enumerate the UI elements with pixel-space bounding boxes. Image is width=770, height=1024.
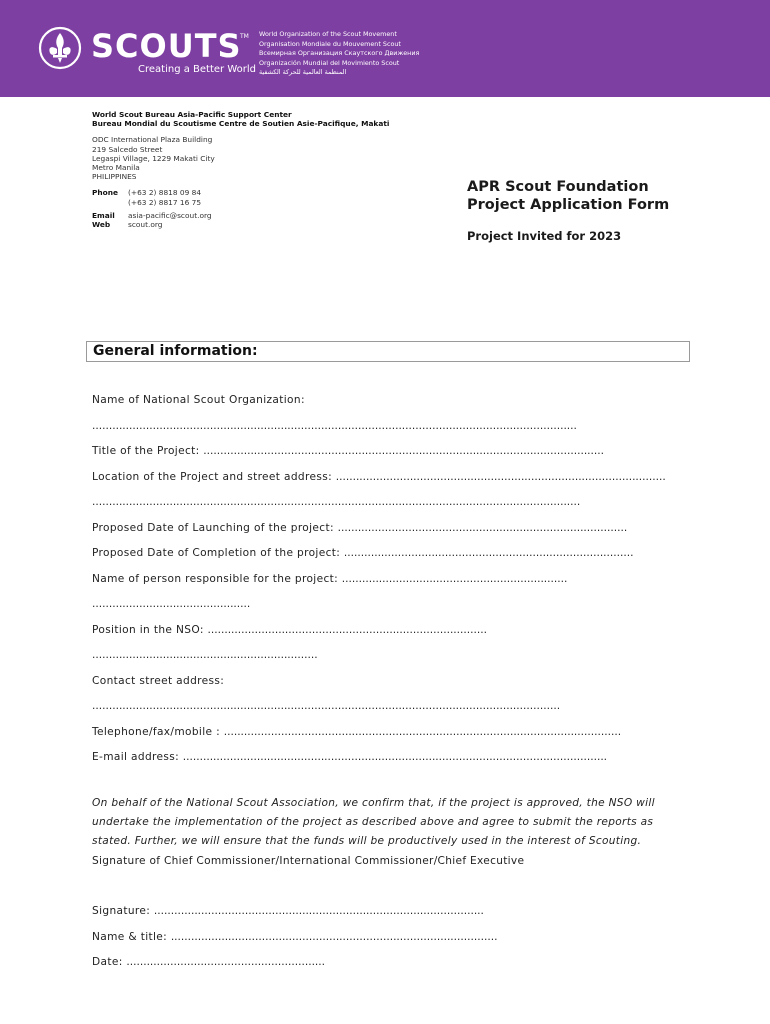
scout-fleur-de-lis-icon: [38, 26, 82, 70]
field-label: Proposed Date of Completion of the project:: [92, 547, 344, 559]
form-field-line: [92, 496, 580, 508]
form-title-line: APR Scout Foundation: [467, 179, 649, 195]
form-field-line: [92, 445, 604, 457]
section-heading: General information:: [93, 343, 258, 359]
address-line: ODC International Plaza Building: [92, 135, 213, 145]
field-dots: ..............................................................................................................................: [182, 751, 608, 763]
office-address-block: [92, 110, 422, 229]
email-value: asia-pacific@scout.org: [128, 210, 212, 220]
declaration-block: [92, 794, 692, 871]
field-label: Title of the Project:: [92, 445, 204, 457]
office-name-fr: Bureau Mondial du Scoutisme Centre de Soutien Asie-Pacifique, Makati: [92, 119, 390, 129]
field-label: Contact street address:: [92, 675, 225, 687]
phone-number: (+63 2) 8818 09 84: [128, 188, 202, 198]
phone-row: [92, 188, 422, 206]
address-line: 219 Salcedo Street: [92, 144, 163, 154]
field-dots: .................................................................................................................................................: [92, 496, 581, 508]
field-label: Proposed Date of Launching of the project:: [92, 522, 338, 534]
section-heading-box: [86, 341, 690, 362]
address-line: Metro Manila: [92, 163, 140, 173]
form-title: [467, 178, 669, 214]
web-label: Web: [92, 220, 111, 230]
declaration-text: On behalf of the National Scout Association, we confirm that, if the project is approved, the NSO will undertake the implementation of the project as described above and agree to submit the reports as stated. Further, we will ensure that the funds will be productively used in the interest of Scouting.: [92, 797, 655, 848]
trademark-mark: TM: [240, 33, 249, 40]
form-field-line: [92, 420, 577, 432]
field-label: Name of National Scout Organization:: [92, 394, 305, 406]
header-banner: [0, 0, 770, 97]
field-label: Date:: [92, 956, 127, 968]
form-field-line: [92, 726, 621, 738]
form-subtitle: Project Invited for 2023: [467, 229, 622, 243]
field-label: Name of person responsible for the project:: [92, 573, 342, 585]
organization-names: [259, 30, 459, 78]
org-name-es: Organización Mundial del Movimiento Scout: [259, 58, 400, 67]
office-name-en: World Scout Bureau Asia-Pacific Support Center: [92, 110, 292, 119]
field-dots: .......................................................................................................................: [203, 445, 605, 457]
address-line: Legaspi Village, 1229 Makati City: [92, 153, 215, 163]
field-label: Signature:: [92, 905, 154, 917]
form-field-line: [92, 624, 487, 636]
field-dots: ...........................................................................................................................................: [92, 700, 561, 712]
form-title-line: Project Application Form: [467, 197, 670, 213]
field-dots: ......................................................................................................................: [223, 726, 622, 738]
field-label: Location of the Project and street address:: [92, 471, 336, 483]
form-field-line: [92, 700, 560, 712]
web-row: [92, 220, 422, 229]
form-field-line: [92, 522, 627, 534]
email-label: Email: [92, 210, 115, 220]
form-field-line: [92, 598, 250, 610]
form-field-line: [92, 751, 607, 763]
email-row: [92, 211, 422, 220]
name-title-line: [92, 931, 497, 943]
phone-label: Phone: [92, 188, 119, 198]
field-dots: ...................................................................: [92, 649, 318, 661]
form-field-line: [92, 394, 305, 406]
web-value: scout.org: [128, 220, 163, 230]
org-name-ru: Всемирная Организация Скаутского Движения: [259, 49, 420, 58]
form-field-line: [92, 675, 224, 687]
date-line: [92, 956, 325, 968]
signatory-line: Signature of Chief Commissioner/International Commissioner/Chief Executive: [92, 854, 525, 867]
brand-tagline: Creating a Better World: [138, 64, 256, 75]
form-field-line: [92, 471, 666, 483]
form-field-line: [92, 649, 318, 661]
org-name-en: World Organization of the Scout Movement: [259, 30, 397, 38]
form-field-line: [92, 573, 567, 585]
field-dots: .................................................................................................: [170, 931, 498, 943]
brand-wordmark: SCOUTS: [91, 27, 242, 65]
org-name-ar: المنظمة العالمية للحركة الكشفية: [259, 68, 347, 77]
field-dots: ................................................................................................................................................: [92, 420, 577, 432]
field-label: Telephone/fax/mobile :: [92, 726, 224, 738]
field-label: Name & title:: [92, 931, 171, 943]
org-name-fr: Organisation Mondiale du Mouvement Scout: [259, 39, 401, 48]
signature-line: [92, 905, 484, 917]
field-dots: ..................................................................................................: [335, 471, 666, 483]
field-dots: ...............................................: [92, 598, 251, 610]
field-dots: ......................................................................................: [343, 547, 634, 559]
address-line: PHILIPPINES: [92, 172, 137, 182]
field-dots: ..................................................................................................: [153, 905, 484, 917]
form-field-line: [92, 547, 634, 559]
field-label: Position in the NSO:: [92, 624, 208, 636]
field-dots: ...................................................................: [341, 573, 568, 585]
field-dots: ...................................................................................: [207, 624, 487, 636]
field-dots: ......................................................................................: [337, 522, 628, 534]
field-dots: ...........................................................: [126, 956, 326, 968]
phone-number: (+63 2) 8817 16 75: [128, 197, 202, 207]
field-label: E-mail address:: [92, 751, 183, 763]
